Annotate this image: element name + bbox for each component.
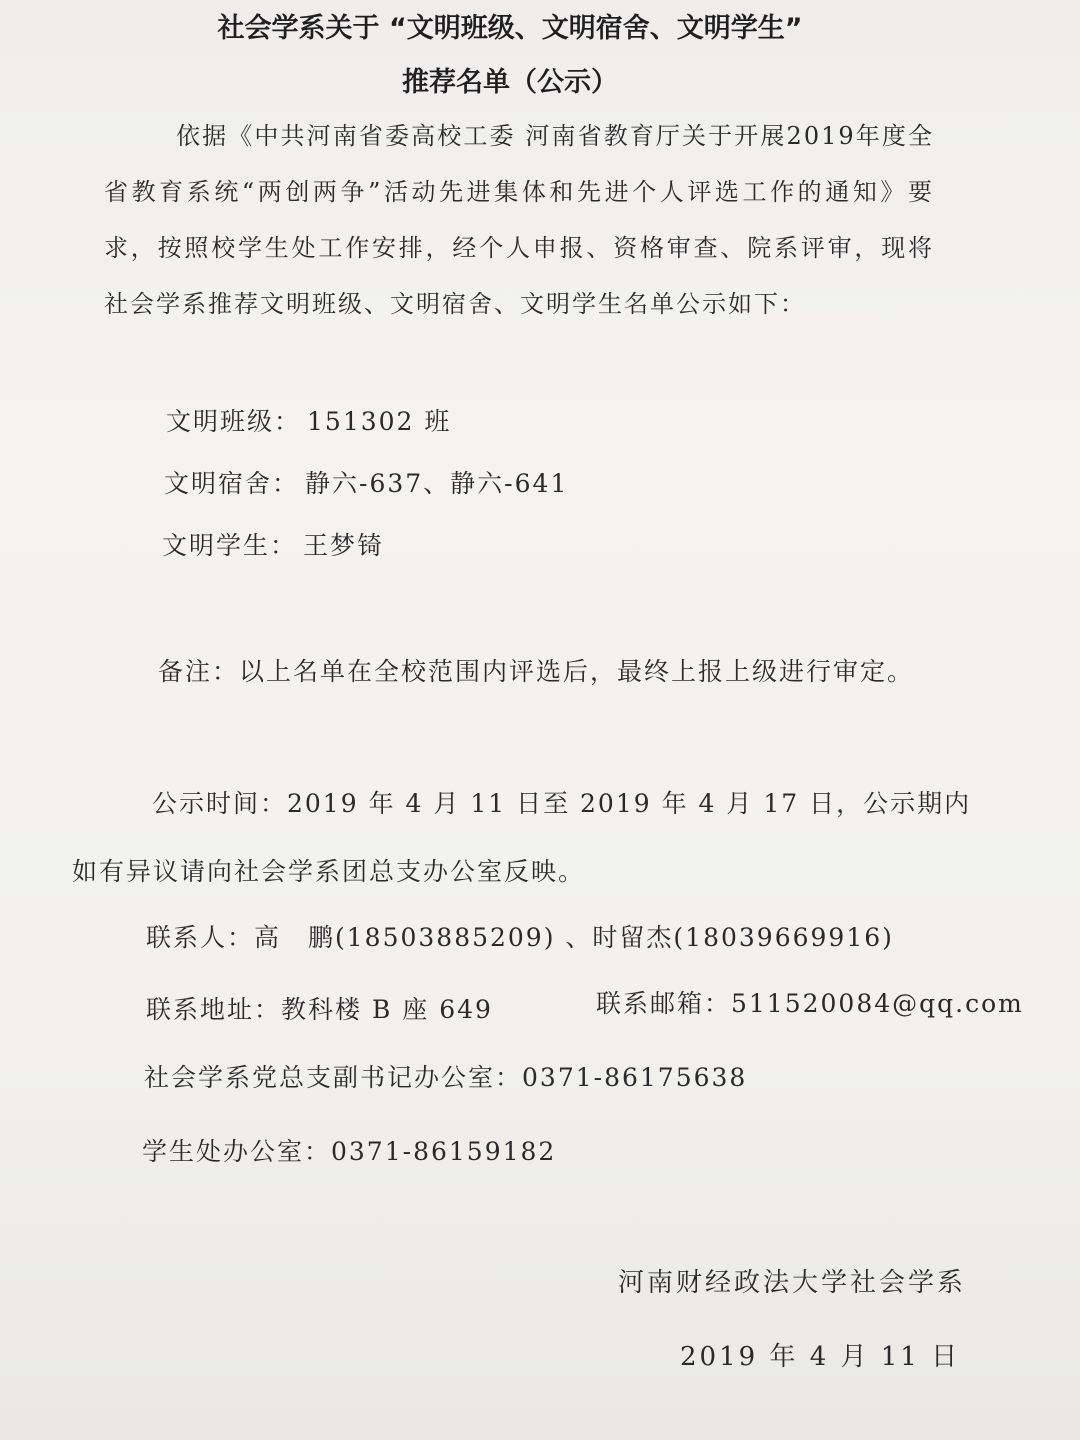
- list-item-civilized-student: [162, 526, 384, 562]
- note-text: 备注：以上名单在全校范围内评选后，最终上报上级进行审定。: [158, 657, 915, 686]
- item-label: 文明宿舍：: [164, 469, 300, 498]
- contact-person: 联系人：高 鹏(18503885209) 、时留杰(18039669916): [146, 923, 894, 952]
- signature-organization: 河南财经政法大学社会学系: [618, 1268, 967, 1298]
- document-title-line2: 推荐名单（公示）: [402, 67, 618, 98]
- list-item-civilized-class: [166, 402, 451, 438]
- item-value: 王梦锜: [303, 531, 385, 560]
- list-item-civilized-dorm: [164, 464, 568, 500]
- signature-date: 2019 年 4 月 11 日: [680, 1342, 961, 1372]
- publicity-period-line1: 公示时间：2019 年 4 月 11 日至 2019 年 4 月 17 日，公示期内: [152, 789, 972, 818]
- contact-address: 联系地址：教科楼 B 座 649: [146, 995, 493, 1024]
- contact-email: 联系邮箱：511520084@qq.com: [596, 989, 1024, 1018]
- item-label: 文明学生：: [162, 531, 298, 560]
- item-value: 151302 班: [307, 407, 452, 436]
- student-office-phone: 学生处办公室：0371-86159182: [142, 1137, 557, 1166]
- item-value: 静六-637、静六-641: [305, 469, 569, 498]
- item-label: 文明班级：: [166, 407, 302, 436]
- intro-paragraph: 依据《中共河南省委高校工委 河南省教育厅关于开展2019年度全省教育系统“两创两争”活动先进集体和先进个人评选工作的通知》要求，按照校学生处工作安排，经个人申报、资格审查、院系评审，现将社会学系推荐文明班级、文明宿舍、文明学生名单公示如下：: [104, 122, 934, 318]
- party-office-phone: 社会学系党总支副书记办公室：0371-86175638: [144, 1063, 748, 1092]
- publicity-period-line2: 如有异议请向社会学系团总支办公室反映。: [72, 857, 586, 886]
- document-title-line1: 社会学系关于 “文明班级、文明宿舍、文明学生”: [217, 13, 803, 44]
